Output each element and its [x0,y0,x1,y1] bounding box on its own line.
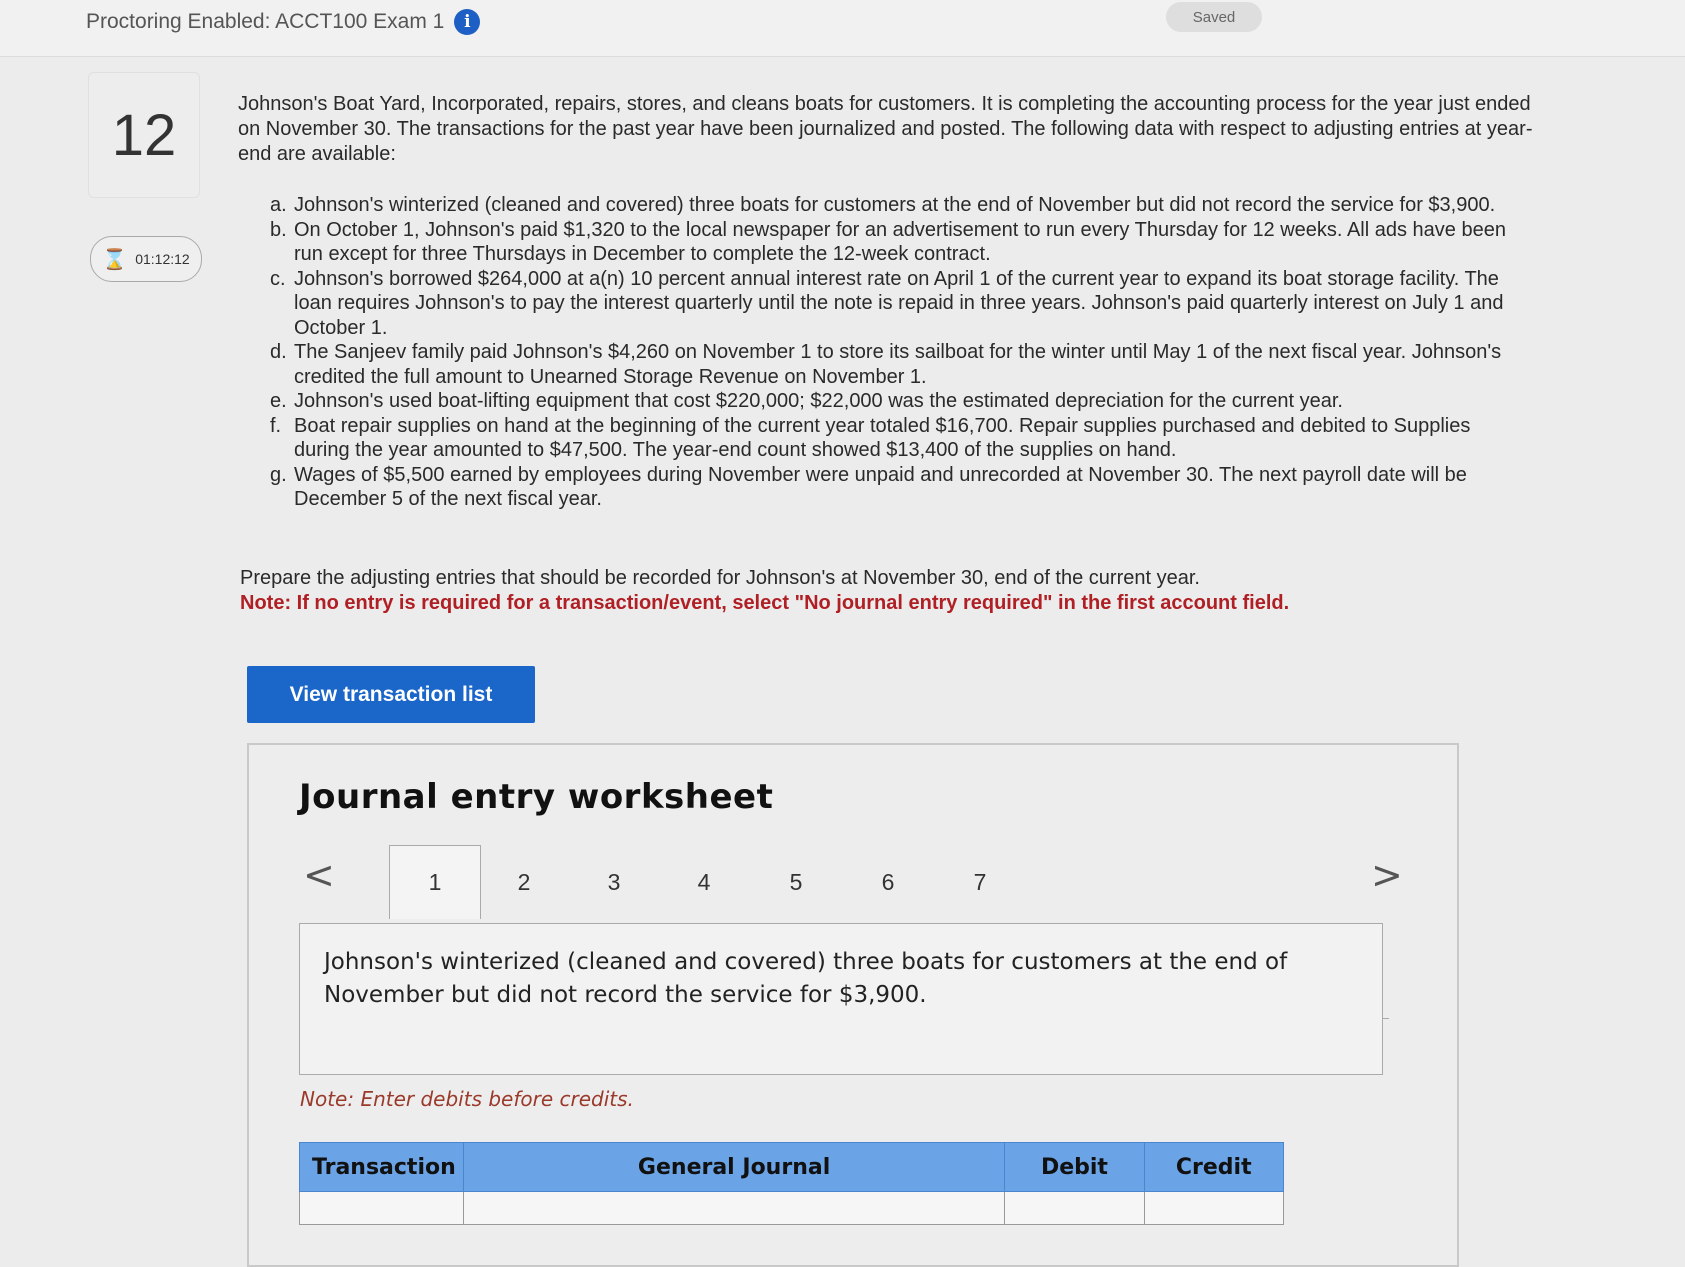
tab-4[interactable]: 4 [697,868,711,895]
table-header-row [300,1143,1284,1192]
chevron-right-icon[interactable]: > [1371,853,1403,897]
table-row [300,1192,1284,1225]
item-text: Boat repair supplies on hand at the beginning of the current year totaled $16,700. Repair supplies purchased and debited to Supplies during the year amounted to $47,500. The year-end count showed $13,400 of the supplies on hand. [294,414,1471,461]
item-letter: b. [270,218,287,241]
credit-cell[interactable] [1144,1192,1283,1225]
list-item [270,414,1520,463]
tab-5[interactable]: 5 [789,868,803,895]
transaction-cell[interactable] [300,1192,464,1225]
saved-badge: Saved [1166,2,1262,32]
list-item [270,463,1520,512]
item-letter: e. [270,390,287,412]
column-credit: Credit [1144,1143,1283,1192]
tab-1[interactable]: 1 [389,845,481,919]
tab-6[interactable]: 6 [881,868,895,895]
question-intro: Johnson's Boat Yard, Incorporated, repairs, stores, and cleans boats for customers. It is completing the accounting process for the year just ended on November 30. The transactions for the past year have been journalized and posted. The following data with respect to adjusting entries at year-end are available: [238,93,1533,165]
item-letter: f. [270,414,282,437]
column-transaction: Transaction [300,1143,464,1192]
debit-cell[interactable] [1005,1192,1144,1225]
column-debit: Debit [1005,1143,1144,1192]
item-text: The Sanjeev family paid Johnson's $4,260 on November 1 to store its sailboat for the winter until May 1 of the next fiscal year. Johnson's credited the full amount to Unearned Storage Revenue on November 1. [294,341,1502,388]
item-text: Johnson's borrowed $264,000 at a(n) 10 percent annual interest rate on April 1 of the current year to expand its boat storage facility. The loan requires Johnson's to pay the interest quarterly until the note is repaid in three years. Johnson's paid quarterly interest on July 1 and October 1. [294,267,1504,339]
debits-credits-note: Note: Enter debits before credits. [300,1087,634,1111]
list-item [270,340,1520,389]
timer-text: 01:12:12 [135,251,190,267]
account-cell[interactable] [463,1192,1005,1225]
list-item [270,389,1520,414]
tab-7[interactable]: 7 [973,868,987,895]
worksheet-title: Journal entry worksheet [299,777,774,817]
item-text: Johnson's used boat-lifting equipment that cost $220,000; $22,000 was the estimated depreciation for the current year. [294,390,1343,412]
transaction-description: Johnson's winterized (cleaned and covered) three boats for customers at the end of November but did not record the service for $3,900. [324,949,1288,1008]
column-general-journal: General Journal [463,1143,1005,1192]
info-icon[interactable]: i [454,9,480,35]
exam-title [86,9,480,35]
adjustment-list [270,193,1520,512]
view-transaction-list-button[interactable]: View transaction list [247,666,535,723]
no-entry-note: Note: If no entry is required for a transaction/event, select "No journal entry required" in the first account field. [240,592,1290,614]
tab-2[interactable]: 2 [517,868,531,895]
list-item [270,193,1520,218]
item-text: On October 1, Johnson's paid $1,320 to the local newspaper for an advertisement to run every Thursday for 12 weeks. All ads have been run except for three Thursdays in December to complete the 12-week contract. [294,218,1506,265]
chevron-left-icon[interactable]: < [303,853,335,897]
journal-table [299,1142,1284,1225]
item-letter: c. [270,267,286,290]
item-text: Johnson's winterized (cleaned and covered) three boats for customers at the end of November but did not record the service for $3,900. [294,194,1496,216]
exam-title-text: Proctoring Enabled: ACCT100 Exam 1 [86,10,445,33]
top-bar [0,0,1685,57]
item-letter: g. [270,463,287,486]
transaction-description-box [299,923,1383,1075]
item-letter: a. [270,194,287,216]
list-item [270,218,1520,267]
item-letter: d. [270,341,287,363]
journal-entry-worksheet [247,743,1459,1267]
item-text: Wages of $5,500 earned by employees during November were unpaid and unrecorded at November 30. The next payroll date will be December 5 of the next fiscal year. [294,463,1467,510]
instructions [240,566,1580,616]
question-number: 12 [88,72,200,198]
worksheet-tabs [299,845,1403,919]
list-item [270,267,1520,341]
tab-3[interactable]: 3 [607,868,621,895]
prepare-text: Prepare the adjusting entries that should be recorded for Johnson's at November 30, end of the current year. [240,567,1200,589]
hourglass-icon: ⌛ [102,248,128,271]
timer[interactable] [90,236,202,282]
